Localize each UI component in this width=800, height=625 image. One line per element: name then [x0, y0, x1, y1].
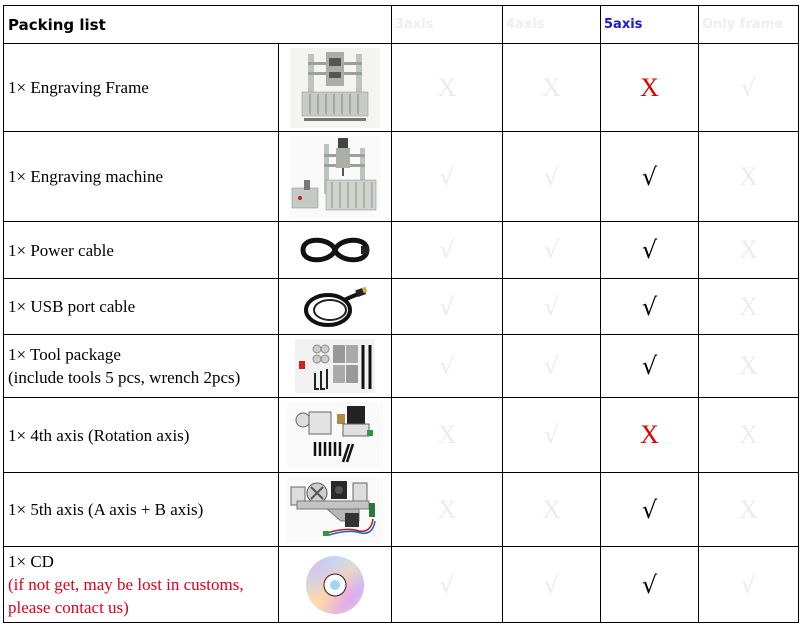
mark-5axis: √: [601, 547, 699, 623]
rotation-axis-photo: [279, 398, 392, 473]
mark-5axis: √: [601, 335, 699, 398]
table-row: [4, 473, 799, 547]
table-row: [4, 335, 799, 398]
table-row: [4, 547, 799, 623]
tool-package-photo: [279, 335, 392, 398]
mark-only-frame: X: [699, 279, 799, 335]
mark-4axis: X: [503, 473, 601, 547]
item-title: 1× Tool package: [8, 345, 121, 364]
item-name: [4, 335, 279, 398]
item-name: [4, 547, 279, 623]
mark-4axis: √: [503, 547, 601, 623]
customs-note-line-2: please contact us): [8, 598, 129, 617]
mark-only-frame: X: [699, 398, 799, 473]
column-header-only-frame: Only frame: [699, 6, 799, 44]
mark-4axis: √: [503, 132, 601, 222]
mark-4axis: √: [503, 279, 601, 335]
mark-3axis: √: [392, 335, 503, 398]
mark-4axis: √: [503, 335, 601, 398]
engraving-frame-photo: [279, 44, 392, 132]
item-name: 1× 5th axis (A axis + B axis): [4, 473, 279, 547]
item-title: 1× CD: [8, 552, 54, 571]
table-title: Packing list: [4, 6, 392, 44]
fifth-axis-photo: [279, 473, 392, 547]
column-header-5axis: 5axis: [601, 6, 699, 44]
column-header-4axis: 4axis: [503, 6, 601, 44]
mark-only-frame: X: [699, 222, 799, 279]
table-row: [4, 132, 799, 222]
customs-note-line-1: (if not get, may be lost in customs,: [8, 575, 244, 594]
usb-cable-photo: [279, 279, 392, 335]
mark-3axis: √: [392, 222, 503, 279]
item-name: 1× Engraving machine: [4, 132, 279, 222]
mark-only-frame: √: [699, 547, 799, 623]
mark-3axis: √: [392, 132, 503, 222]
item-name: 1× Engraving Frame: [4, 44, 279, 132]
cd-icon: [279, 547, 392, 623]
table-row: [4, 279, 799, 335]
mark-3axis: X: [392, 44, 503, 132]
mark-5axis: X: [601, 398, 699, 473]
table-row: [4, 398, 799, 473]
power-cable-photo: [279, 222, 392, 279]
item-name: 1× Power cable: [4, 222, 279, 279]
mark-only-frame: √: [699, 44, 799, 132]
mark-3axis: X: [392, 473, 503, 547]
mark-only-frame: X: [699, 473, 799, 547]
item-name: 1× USB port cable: [4, 279, 279, 335]
header-row: [4, 6, 799, 44]
mark-5axis: √: [601, 279, 699, 335]
engraving-machine-photo: [279, 132, 392, 222]
mark-4axis: X: [503, 44, 601, 132]
mark-5axis: √: [601, 222, 699, 279]
column-header-3axis: 3axis: [392, 6, 503, 44]
mark-3axis: X: [392, 398, 503, 473]
mark-5axis: X: [601, 44, 699, 132]
mark-3axis: √: [392, 279, 503, 335]
mark-3axis: √: [392, 547, 503, 623]
table-row: [4, 44, 799, 132]
mark-5axis: √: [601, 132, 699, 222]
item-name: 1× 4th axis (Rotation axis): [4, 398, 279, 473]
table-row: [4, 222, 799, 279]
mark-4axis: √: [503, 398, 601, 473]
mark-only-frame: X: [699, 335, 799, 398]
packing-list-table: [3, 5, 799, 623]
mark-only-frame: X: [699, 132, 799, 222]
mark-4axis: √: [503, 222, 601, 279]
item-subtitle: (include tools 5 pcs, wrench 2pcs): [8, 368, 241, 387]
mark-5axis: √: [601, 473, 699, 547]
